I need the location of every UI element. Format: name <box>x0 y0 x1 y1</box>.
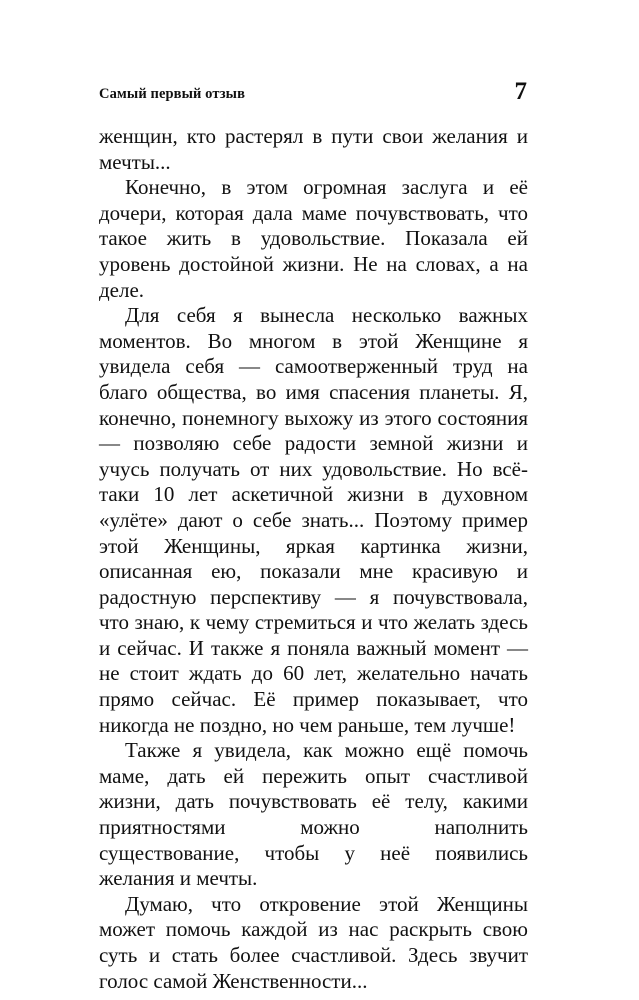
page-number: 7 <box>514 78 527 105</box>
body-text <box>99 124 528 994</box>
running-title: Самый первый отзыв <box>99 86 246 102</box>
paragraph: Для себя я вынесла несколько важных моментов. Во многом в этой Женщине я увидела себя — самоотверженный труд на благо общества, во имя спасения планеты. Я, конечно, понемногу выхожу из этого состояния — позволяю себе радости земной жизни и учусь получать от них удовольствие. Но всё-таки 10 лет аскетичной жизни в духовном «улёте» дают о себе знать... Поэтому пример этой Женщины, яркая картинка жизни, описанная ею, показали мне красивую и радостную перспективу — я почувствовала, что знаю, к чему стремиться и что желать здесь и сейчас. И также я поняла важный момент — не стоит ждать до 60 лет, желательно начать прямо сейчас. Её пример показывает, что никогда не поздно, но чем раньше, тем лучше! <box>99 303 528 737</box>
paragraph-continuation: женщин, кто растерял в пути свои желания и мечты... <box>99 124 528 174</box>
paragraph: Конечно, в этом огромная заслуга и её дочери, которая дала маме почувствовать, что такое жить в удовольствие. Показала ей уровень достойной жизни. Не на словах, а на деле. <box>99 175 528 302</box>
paragraph: Также я увидела, как можно ещё помочь маме, дать ей пережить опыт счастливой жизни, дать почувствовать её телу, какими приятностями можно наполнить существование, чтобы у неё появились желания и мечты. <box>99 738 528 891</box>
paragraph: Думаю, что откровение этой Женщины может помочь каждой из нас раскрыть свою суть и стать более счастливой. Здесь звучит голос самой Женственности... <box>99 891 528 993</box>
